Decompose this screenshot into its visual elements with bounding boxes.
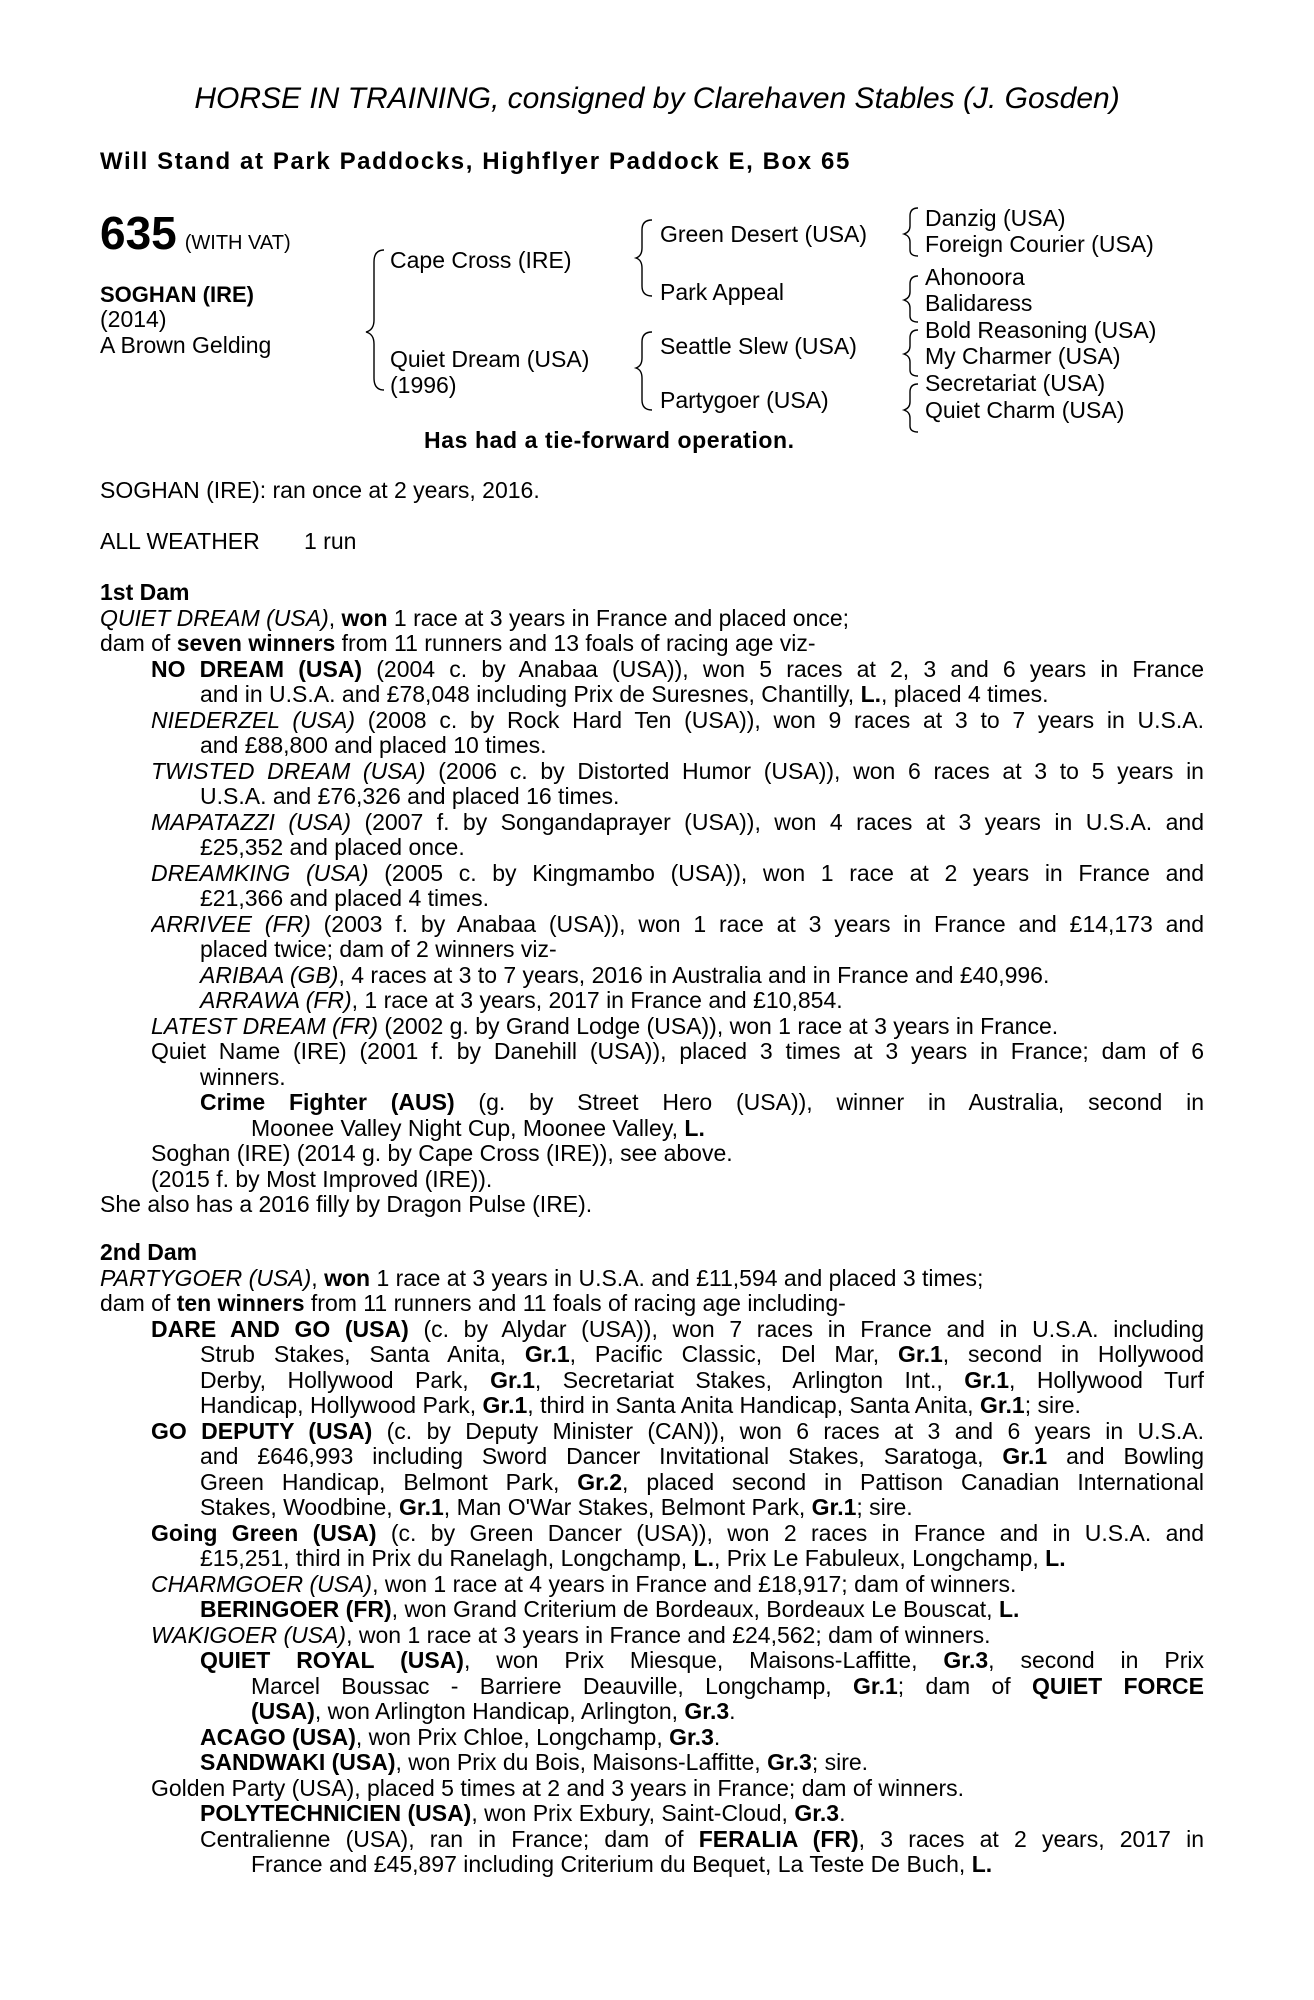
dam1-line: MAPATAZZI (USA) (2007 f. by Songandaprayer (USA)), won 4 races at 3 years in U.S.A. and	[151, 809, 1204, 835]
dam2-line: ACAGO (USA), won Prix Chloe, Longchamp, Gr.3.	[200, 1723, 721, 1750]
dam1-line: Moonee Valley Night Cup, Moonee Valley, L.	[251, 1114, 705, 1141]
dam2-line: Derby, Hollywood Park, Gr.1, Secretariat Stakes, Arlington Int., Gr.1, Hollywood Turf	[200, 1367, 1204, 1393]
dam2-line: France and £45,897 including Criterium du Bequet, La Teste De Buch, L.	[251, 1851, 993, 1877]
dam2-line: BERINGOER (FR), won Grand Criterium de Bordeaux, Bordeaux Le Bouscat, L.	[200, 1596, 1020, 1622]
pedigree-sire: Cape Cross (IRE)	[390, 247, 572, 273]
tie-forward-note: Has had a tie-forward operation.	[424, 427, 795, 453]
dam1-line: She also has a 2016 filly by Dragon Pulse (IRE).	[100, 1191, 593, 1217]
pedigree-dam-dam: Partygoer (USA)	[660, 387, 829, 413]
dam1-line: NIEDERZEL (USA) (2008 c. by Rock Hard Ten (USA)), won 9 races at 3 to 7 years in U.S.A.	[151, 707, 1204, 733]
dam2-line: CHARMGOER (USA), won 1 race at 4 years in France and £18,917; dam of winners.	[151, 1570, 1017, 1597]
pedigree-ddd: Quiet Charm (USA)	[925, 397, 1125, 423]
dam2-line: dam of ten winners from 11 runners and 11 foals of racing age including-	[100, 1290, 846, 1316]
race-record: SOGHAN (IRE): ran once at 2 years, 2016.	[100, 477, 540, 503]
pedigree-dsd: My Charmer (USA)	[925, 343, 1121, 369]
pedigree-ssd: Foreign Courier (USA)	[925, 231, 1154, 257]
dam1-line: and in U.S.A. and £78,048 including Prix de Suresnes, Chantilly, L., placed 4 times.	[200, 681, 1049, 707]
dam1-line: LATEST DREAM (FR) (2002 g. by Grand Lodge (USA)), won 1 race at 3 years in France.	[151, 1012, 1059, 1039]
dam1-line: U.S.A. and £76,326 and placed 16 times.	[200, 783, 620, 809]
dam2-line: Strub Stakes, Santa Anita, Gr.1, Pacific Classic, Del Mar, Gr.1, second in Hollywood	[200, 1342, 1204, 1367]
dam1-line: (2015 f. by Most Improved (IRE)).	[151, 1165, 493, 1192]
dam1-line: and £88,800 and placed 10 times.	[200, 732, 547, 758]
second-dam-section	[100, 1240, 1204, 1878]
dam1-line: Soghan (IRE) (2014 g. by Cape Cross (IRE)), see above.	[151, 1140, 733, 1166]
horse-name: SOGHAN (IRE)	[100, 282, 254, 307]
dam1-line: £25,352 and placed once.	[200, 834, 465, 860]
dam1-line: Crime Fighter (AUS) (g. by Street Hero (USA)), winner in Australia, second in	[200, 1090, 1204, 1115]
dam2-line: Stakes, Woodbine, Gr.1, Man O'War Stakes, Belmont Park, Gr.1; sire.	[200, 1494, 913, 1520]
pedigree-dam-sire: Seattle Slew (USA)	[660, 333, 857, 359]
dam2-line: GO DEPUTY (USA) (c. by Deputy Minister (CAN)), won 6 races at 3 and 6 years in U.S.A.	[151, 1418, 1204, 1444]
pedigree-sss: Danzig (USA)	[925, 205, 1066, 231]
pedigree-dss: Bold Reasoning (USA)	[925, 317, 1157, 343]
pedigree-sire-dam: Park Appeal	[660, 279, 785, 305]
dam2-line: Marcel Boussac - Barriere Deauville, Longchamp, Gr.1; dam of QUIET FORCE	[251, 1673, 1204, 1699]
all-weather-label: ALL WEATHER	[100, 528, 260, 554]
pedigree-sdd: Balidaress	[925, 290, 1033, 316]
dam1-line: dam of seven winners from 11 runners and 13 foals of racing age viz-	[100, 630, 816, 656]
pedigree-dds: Secretariat (USA)	[925, 370, 1106, 396]
dam2-line: WAKIGOER (USA), won 1 race at 3 years in France and £24,562; dam of winners.	[151, 1621, 991, 1648]
dam2-line: PARTYGOER (USA), won 1 race at 3 years in U.S.A. and £11,594 and placed 3 times;	[100, 1264, 984, 1291]
dam2-line: DARE AND GO (USA) (c. by Alydar (USA)), won 7 races in France and in U.S.A. including	[151, 1316, 1204, 1342]
horse-year: (2014)	[100, 306, 167, 332]
pedigree-sds: Ahonoora	[925, 264, 1025, 290]
dam1-line: placed twice; dam of 2 winners viz-	[200, 936, 557, 962]
dam2-line: POLYTECHNICIEN (USA), won Prix Exbury, Saint-Cloud, Gr.3.	[200, 1800, 846, 1826]
dam1-line: ARIBAA (GB), 4 races at 3 to 7 years, 2016 in Australia and in France and £40,996.	[200, 961, 1050, 988]
dam2-line: Green Handicap, Belmont Park, Gr.2, placed second in Pattison Canadian International	[200, 1469, 1204, 1495]
dam2-line: QUIET ROYAL (USA), won Prix Miesque, Maisons-Laffitte, Gr.3, second in Prix	[200, 1648, 1204, 1673]
dam1-line: winners.	[200, 1063, 286, 1090]
dam2-line: Going Green (USA) (c. by Green Dancer (USA)), won 2 races in France and in U.S.A. and	[151, 1520, 1204, 1546]
pedigree-dam-year: (1996)	[390, 372, 457, 398]
dam2-line: Centralienne (USA), ran in France; dam of FERALIA (FR), 3 races at 2 years, 2017 in	[200, 1826, 1204, 1852]
dam2-line: SANDWAKI (USA), won Prix du Bois, Maisons-Laffitte, Gr.3; sire.	[200, 1749, 869, 1775]
pedigree-sire-sire: Green Desert (USA)	[660, 221, 868, 247]
second-dam-heading: 2nd Dam	[100, 1239, 198, 1265]
dam1-line: ARRAWA (FR), 1 race at 3 years, 2017 in France and £10,854.	[200, 987, 843, 1013]
dam1-line: £21,366 and placed 4 times.	[200, 885, 489, 911]
dam2-line: (USA), won Arlington Handicap, Arlington, Gr.3.	[251, 1698, 736, 1724]
dam1-line: NO DREAM (USA) (2004 c. by Anabaa (USA)), won 5 races at 2, 3 and 6 years in France	[151, 656, 1204, 682]
dam2-line: Golden Party (USA), placed 5 times at 2 and 3 years in France; dam of winners.	[151, 1774, 965, 1801]
lot-number-value: 635	[100, 207, 177, 259]
first-dam-heading: 1st Dam	[100, 579, 190, 605]
vat-note: (WITH VAT)	[184, 232, 291, 254]
dam1-line: QUIET DREAM (USA), won 1 race at 3 years in France and placed once;	[100, 604, 850, 631]
dam1-line: Quiet Name (IRE) (2001 f. by Danehill (USA)), placed 3 times at 3 years in France; dam of 6	[151, 1039, 1204, 1064]
dam1-line: TWISTED DREAM (USA) (2006 c. by Distorted Humor (USA)), won 6 races at 3 to 5 years in	[151, 758, 1204, 784]
dam1-line: DREAMKING (USA) (2005 c. by Kingmambo (USA)), won 1 race at 2 years in France and	[151, 860, 1204, 886]
dam2-line: and £646,993 including Sword Dancer Invitational Stakes, Saratoga, Gr.1 and Bowling	[200, 1444, 1204, 1469]
pedigree-dam: Quiet Dream (USA)	[390, 346, 590, 372]
consignment-line: HORSE IN TRAINING, consigned by Clarehaven Stables (J. Gosden)	[194, 82, 1120, 115]
dam1-line: ARRIVEE (FR) (2003 f. by Anabaa (USA)), won 1 race at 3 years in France and £14,173 and	[151, 911, 1204, 937]
dam2-line: Handicap, Hollywood Park, Gr.1, third in Santa Anita Handicap, Santa Anita, Gr.1; sire.	[200, 1392, 1081, 1418]
pedigree-braces	[0, 0, 1314, 460]
stand-location: Will Stand at Park Paddocks, Highflyer Paddock E, Box 65	[100, 148, 851, 175]
all-weather-runs: 1 run	[304, 528, 357, 554]
first-dam-section	[100, 580, 1204, 1218]
horse-description: A Brown Gelding	[100, 332, 272, 358]
dam2-line: £15,251, third in Prix du Ranelagh, Longchamp, L., Prix Le Fabuleux, Longchamp, L.	[200, 1545, 1066, 1571]
